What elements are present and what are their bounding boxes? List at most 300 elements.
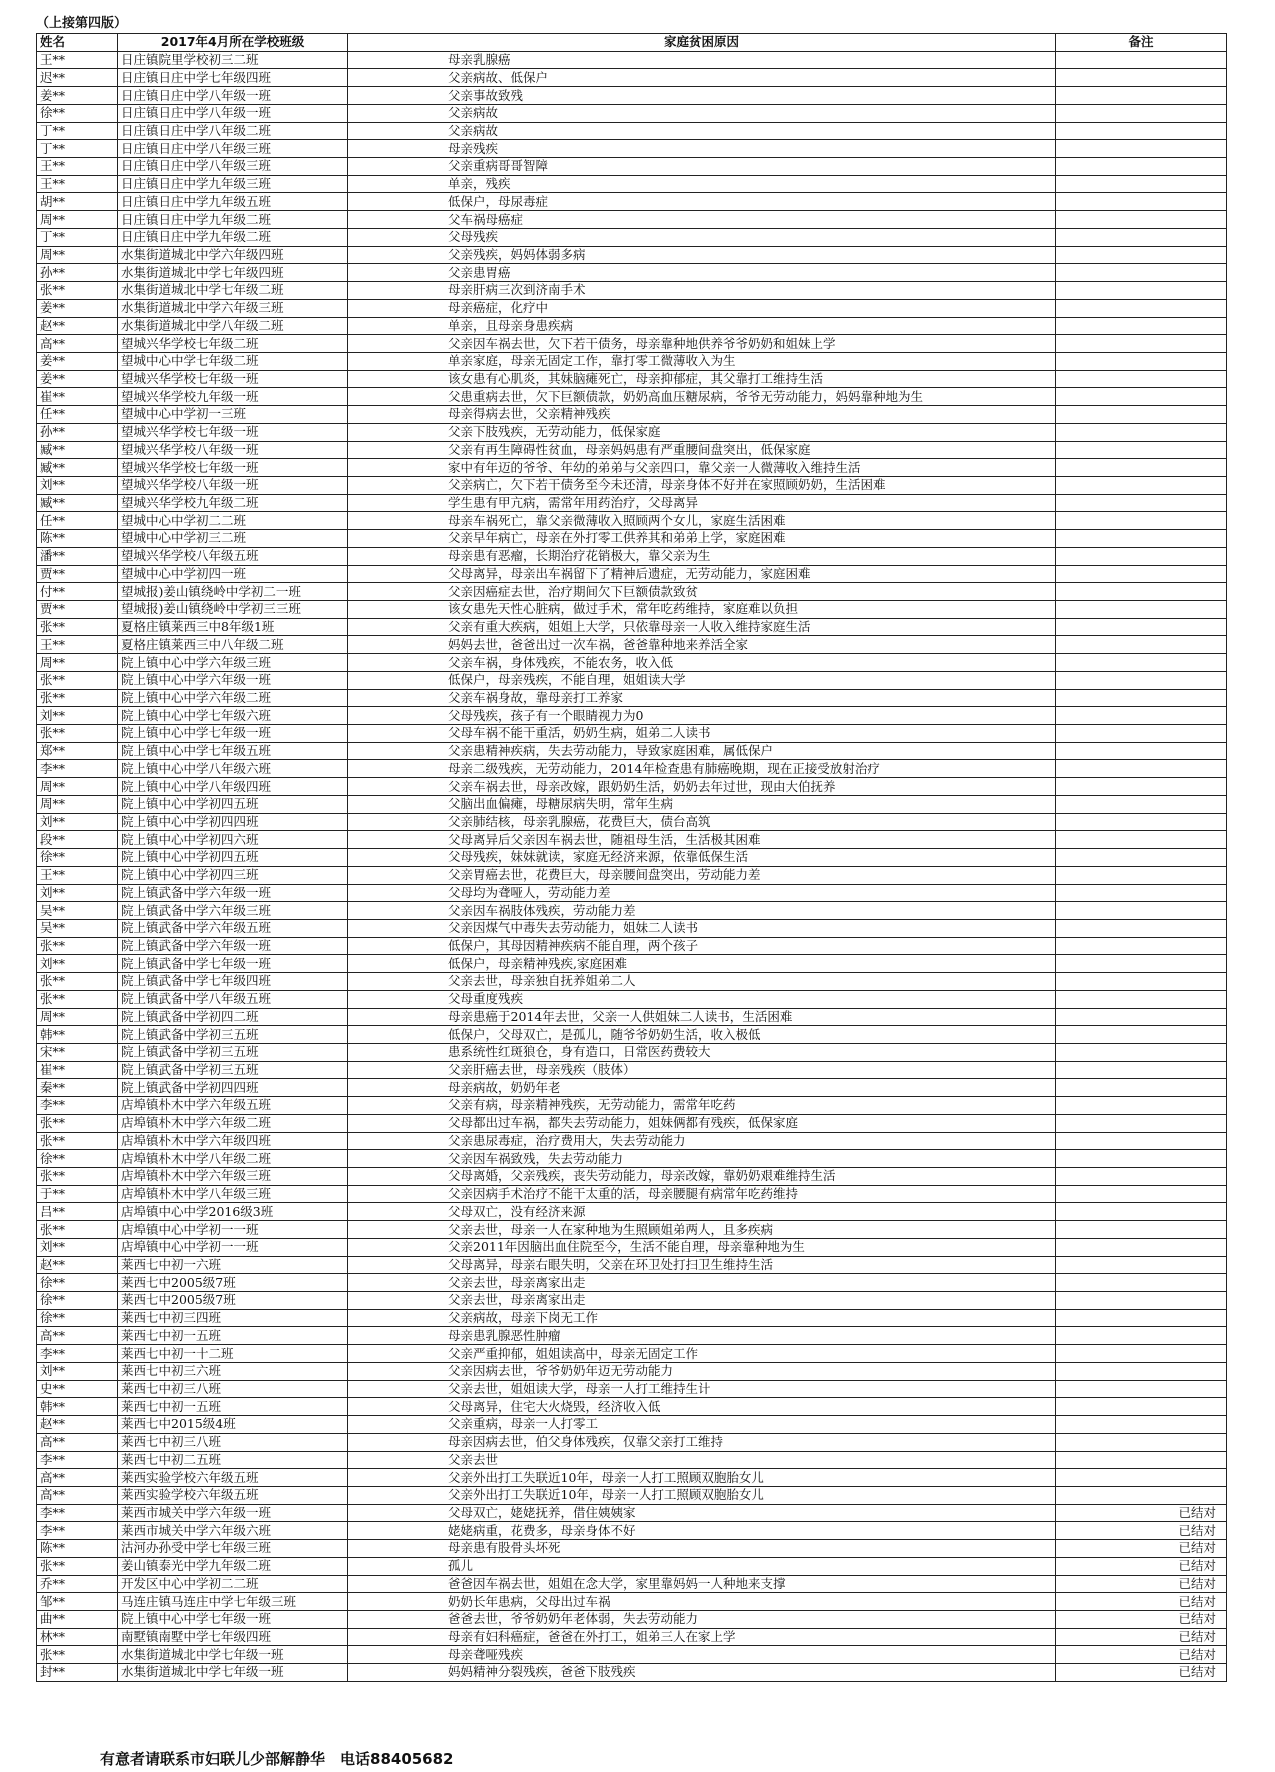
cell-reason: 母亲得病去世，父亲精神残疾 (348, 406, 1056, 424)
cell-note (1056, 1185, 1227, 1203)
cell-school: 院上镇中心中学七年级一班 (118, 725, 348, 743)
table-row (37, 175, 1227, 193)
table-row (37, 317, 1227, 335)
cell-school: 院上镇武备中学初四二班 (118, 1008, 348, 1026)
table-row (37, 1256, 1227, 1274)
table-row (37, 1079, 1227, 1097)
table-row (37, 406, 1227, 424)
cell-note (1056, 282, 1227, 300)
cell-note (1056, 601, 1227, 619)
cell-name: 臧** (37, 459, 118, 477)
cell-note (1056, 1026, 1227, 1044)
table-row (37, 937, 1227, 955)
cell-name: 秦** (37, 1079, 118, 1097)
cell-reason: 家中有年迈的爷爷、年幼的弟弟与父亲四口，靠父亲一人微薄收入维持生活 (348, 459, 1056, 477)
cell-reason: 父亲病故 (348, 104, 1056, 122)
table-row (37, 1345, 1227, 1363)
cell-school: 院上镇武备中学六年级三班 (118, 902, 348, 920)
cell-name: 高** (37, 1469, 118, 1487)
cell-reason: 父亲残疾，妈妈体弱多病 (348, 246, 1056, 264)
cell-note: 已结对 (1056, 1522, 1227, 1540)
table-row (37, 955, 1227, 973)
table-row (37, 423, 1227, 441)
cell-reason: 父母均为聋哑人，劳动能力差 (348, 884, 1056, 902)
cell-name: 张** (37, 1114, 118, 1132)
cell-school: 院上镇中心中学七年级一班 (118, 1610, 348, 1628)
table-row (37, 1043, 1227, 1061)
cell-note (1056, 547, 1227, 565)
cell-school: 莱西七中2005级7班 (118, 1274, 348, 1292)
table-row (37, 1309, 1227, 1327)
table-row (37, 601, 1227, 619)
table-row (37, 352, 1227, 370)
cell-note (1056, 476, 1227, 494)
cell-reason: 父母车祸不能干重活，奶奶生病，姐弟二人读书 (348, 725, 1056, 743)
cell-reason: 该女患先天性心脏病，做过手术，常年吃药维持，家庭难以负担 (348, 601, 1056, 619)
cell-school: 水集街道城北中学七年级一班 (118, 1646, 348, 1664)
cell-name: 林** (37, 1628, 118, 1646)
cell-name: 贾** (37, 601, 118, 619)
cell-school: 院上镇武备中学八年级五班 (118, 990, 348, 1008)
cell-note (1056, 1309, 1227, 1327)
cell-reason: 父亲去世，母亲一人在家种地为生照顾姐弟两人，且多疾病 (348, 1221, 1056, 1239)
cell-school: 南墅镇南墅中学七年级四班 (118, 1628, 348, 1646)
cell-note (1056, 1451, 1227, 1469)
cell-note (1056, 1416, 1227, 1434)
cell-school: 望城报)姜山镇绕岭中学初二一班 (118, 583, 348, 601)
cell-reason: 父患重病去世，欠下巨额债款，奶奶高血压糖尿病，爷爷无劳动能力，妈妈靠种地为生 (348, 388, 1056, 406)
cell-name: 徐** (37, 1274, 118, 1292)
cell-note (1056, 1168, 1227, 1186)
cell-reason: 父亲有病，母亲精神残疾，无劳动能力，需常年吃药 (348, 1097, 1056, 1115)
cell-name: 姜** (37, 299, 118, 317)
cell-school: 院上镇中心中学初四三班 (118, 866, 348, 884)
cell-school: 望城报)姜山镇绕岭中学初三三班 (118, 601, 348, 619)
cell-name: 陈** (37, 530, 118, 548)
cell-reason: 父亲有重大疾病，姐姐上大学，只依靠母亲一人收入维持家庭生活 (348, 618, 1056, 636)
cell-note: 已结对 (1056, 1557, 1227, 1575)
cell-name: 高** (37, 1327, 118, 1345)
cell-name: 周** (37, 246, 118, 264)
cell-reason: 父亲车祸去世，母亲改嫁，跟奶奶生活，奶奶去年过世，现由大伯抚养 (348, 778, 1056, 796)
cell-name: 韩** (37, 1026, 118, 1044)
table-row (37, 636, 1227, 654)
table-row (37, 299, 1227, 317)
cell-reason: 母亲乳腺癌 (348, 51, 1056, 69)
table-row (37, 1150, 1227, 1168)
cell-name: 徐** (37, 1309, 118, 1327)
cell-reason: 父母残疾 (348, 228, 1056, 246)
table-row (37, 193, 1227, 211)
cell-note (1056, 388, 1227, 406)
cell-reason: 父母残疾，妹妹就读，家庭无经济来源，依靠低保生活 (348, 849, 1056, 867)
cell-note (1056, 725, 1227, 743)
cell-reason: 爸爸去世，爷爷奶奶年老体弱，失去劳动能力 (348, 1610, 1056, 1628)
cell-name: 周** (37, 1008, 118, 1026)
table-row (37, 1114, 1227, 1132)
cell-note (1056, 902, 1227, 920)
cell-name: 刘** (37, 1238, 118, 1256)
cell-name: 孙** (37, 423, 118, 441)
cell-school: 院上镇武备中学初三五班 (118, 1043, 348, 1061)
cell-note (1056, 1043, 1227, 1061)
cell-note (1056, 1327, 1227, 1345)
table-row (37, 742, 1227, 760)
cell-note (1056, 866, 1227, 884)
table-row (37, 1026, 1227, 1044)
cell-name: 崔** (37, 1061, 118, 1079)
cell-name: 刘** (37, 884, 118, 902)
cell-school: 望城中心中学七年级二班 (118, 352, 348, 370)
cell-note (1056, 760, 1227, 778)
cell-name: 吴** (37, 919, 118, 937)
cell-school: 望城中心中学初三二班 (118, 530, 348, 548)
cell-name: 张** (37, 1168, 118, 1186)
cell-reason: 单亲家庭，母亲无固定工作，靠打零工微薄收入为生 (348, 352, 1056, 370)
cell-school: 莱西市城关中学六年级一班 (118, 1504, 348, 1522)
cell-name: 刘** (37, 1362, 118, 1380)
cell-name: 丁** (37, 228, 118, 246)
cell-note (1056, 778, 1227, 796)
cell-reason: 母亲患癌于2014年去世，父亲一人供姐妹二人读书，生活困难 (348, 1008, 1056, 1026)
cell-note (1056, 51, 1227, 69)
cell-school: 日庄镇日庄中学九年级五班 (118, 193, 348, 211)
table-row (37, 87, 1227, 105)
cell-school: 院上镇中心中学七年级五班 (118, 742, 348, 760)
cell-note (1056, 707, 1227, 725)
cell-note (1056, 459, 1227, 477)
cell-name: 张** (37, 725, 118, 743)
cell-reason: 父脑出血偏瘫，母糖尿病失明，常年生病 (348, 795, 1056, 813)
cell-name: 姜** (37, 352, 118, 370)
cell-school: 望城兴华学校八年级一班 (118, 476, 348, 494)
cell-name: 丁** (37, 122, 118, 140)
cell-note (1056, 1398, 1227, 1416)
table-row (37, 1168, 1227, 1186)
cell-name: 吕** (37, 1203, 118, 1221)
cell-reason: 姥姥病重，花费多，母亲身体不好 (348, 1522, 1056, 1540)
cell-reason: 父亲患胃癌 (348, 264, 1056, 282)
cell-note (1056, 1061, 1227, 1079)
cell-note (1056, 1150, 1227, 1168)
cell-name: 周** (37, 211, 118, 229)
cell-reason: 父亲病故，母亲下岗无工作 (348, 1309, 1056, 1327)
cell-reason: 妈妈精神分裂残疾，爸爸下肢残疾 (348, 1664, 1056, 1682)
table-row (37, 1451, 1227, 1469)
cell-note (1056, 246, 1227, 264)
header-name: 姓名 (37, 34, 118, 52)
cell-school: 水集街道城北中学七年级一班 (118, 1664, 348, 1682)
table-row (37, 1362, 1227, 1380)
table-row (37, 335, 1227, 353)
cell-school: 店埠镇中心中学2016级3班 (118, 1203, 348, 1221)
cell-name: 郑** (37, 742, 118, 760)
cell-name: 李** (37, 1345, 118, 1363)
cell-school: 店埠镇中心中学初一一班 (118, 1221, 348, 1239)
cell-note: 已结对 (1056, 1664, 1227, 1682)
cell-note (1056, 512, 1227, 530)
cell-note (1056, 122, 1227, 140)
cell-name: 徐** (37, 104, 118, 122)
table-row (37, 707, 1227, 725)
cell-name: 刘** (37, 813, 118, 831)
cell-school: 日庄镇日庄中学八年级二班 (118, 122, 348, 140)
cell-name: 周** (37, 778, 118, 796)
cell-school: 日庄镇日庄中学八年级一班 (118, 104, 348, 122)
table-row (37, 158, 1227, 176)
cell-note (1056, 565, 1227, 583)
cell-reason: 低保户，母亲精神残疾,家庭困难 (348, 955, 1056, 973)
cell-name: 王** (37, 51, 118, 69)
cell-reason: 父亲去世，母亲离家出走 (348, 1292, 1056, 1310)
cell-reason: 父亲外出打工失联近10年，母亲一人打工照顾双胞胎女儿 (348, 1469, 1056, 1487)
cell-note: 已结对 (1056, 1575, 1227, 1593)
cell-name: 姜** (37, 87, 118, 105)
table-row (37, 654, 1227, 672)
table-row (37, 583, 1227, 601)
cell-school: 马连庄镇马连庄中学七年级三班 (118, 1593, 348, 1611)
cell-reason: 母亲车祸死亡，靠父亲微薄收入照顾两个女儿，家庭生活困难 (348, 512, 1056, 530)
cell-name: 徐** (37, 1150, 118, 1168)
cell-school: 店埠镇朴木中学八年级三班 (118, 1185, 348, 1203)
cell-name: 张** (37, 1646, 118, 1664)
cell-reason: 父亲去世，母亲独自抚养姐弟二人 (348, 973, 1056, 991)
cell-note (1056, 228, 1227, 246)
cell-name: 贾** (37, 565, 118, 583)
cell-name: 付** (37, 583, 118, 601)
table-row (37, 1522, 1227, 1540)
cell-school: 望城中心中学初一三班 (118, 406, 348, 424)
cell-note (1056, 423, 1227, 441)
table-row (37, 1238, 1227, 1256)
cell-note: 已结对 (1056, 1646, 1227, 1664)
cell-name: 周** (37, 654, 118, 672)
table-row (37, 1398, 1227, 1416)
cell-reason: 孤儿 (348, 1557, 1056, 1575)
cell-reason: 父车祸母癌症 (348, 211, 1056, 229)
cell-name: 任** (37, 512, 118, 530)
cell-note (1056, 299, 1227, 317)
cell-school: 莱西七中初一十二班 (118, 1345, 348, 1363)
cell-school: 院上镇武备中学六年级一班 (118, 884, 348, 902)
table-row (37, 282, 1227, 300)
cell-name: 王** (37, 636, 118, 654)
cell-reason: 父亲2011年因脑出血住院至今，生活不能自理，母亲靠种地为生 (348, 1238, 1056, 1256)
cell-name: 王** (37, 866, 118, 884)
cell-reason: 母亲有妇科癌症，爸爸在外打工，姐弟三人在家上学 (348, 1628, 1056, 1646)
table-row (37, 1097, 1227, 1115)
cell-note (1056, 654, 1227, 672)
table-row (37, 1469, 1227, 1487)
table-row (37, 1203, 1227, 1221)
cell-name: 刘** (37, 476, 118, 494)
table-row (37, 1593, 1227, 1611)
cell-name: 徐** (37, 1292, 118, 1310)
cell-note (1056, 671, 1227, 689)
table-header-row (37, 34, 1227, 52)
table-row (37, 884, 1227, 902)
table-row (37, 140, 1227, 158)
cell-reason: 父亲病故、低保户 (348, 69, 1056, 87)
cell-school: 水集街道城北中学六年级三班 (118, 299, 348, 317)
table-row (37, 671, 1227, 689)
cell-reason: 父亲重病，母亲一人打零工 (348, 1416, 1056, 1434)
cell-reason: 母亲二级残疾，无劳动能力，2014年检查患有肺癌晚期，现在正接受放射治疗 (348, 760, 1056, 778)
cell-note (1056, 104, 1227, 122)
cell-note (1056, 158, 1227, 176)
table-row (37, 69, 1227, 87)
table-row (37, 990, 1227, 1008)
cell-school: 日庄镇日庄中学八年级一班 (118, 87, 348, 105)
cell-school: 莱西七中初三四班 (118, 1309, 348, 1327)
cell-note (1056, 370, 1227, 388)
table-row (37, 1416, 1227, 1434)
table-row (37, 211, 1227, 229)
cell-reason: 父亲有再生障碍性贫血，母亲妈妈患有严重腰间盘突出，低保家庭 (348, 441, 1056, 459)
cell-school: 院上镇中心中学初四四班 (118, 813, 348, 831)
cell-note: 已结对 (1056, 1593, 1227, 1611)
cell-note (1056, 831, 1227, 849)
table-row (37, 1433, 1227, 1451)
cell-name: 邹** (37, 1593, 118, 1611)
cell-note (1056, 742, 1227, 760)
cell-name: 李** (37, 1097, 118, 1115)
table-row (37, 565, 1227, 583)
cell-school: 院上镇武备中学七年级一班 (118, 955, 348, 973)
cell-reason: 父母离异，母亲出车祸留下了精神后遗症，无劳动能力，家庭困难 (348, 565, 1056, 583)
cell-name: 乔** (37, 1575, 118, 1593)
cell-name: 于** (37, 1185, 118, 1203)
cell-school: 水集街道城北中学八年级二班 (118, 317, 348, 335)
cell-note: 已结对 (1056, 1540, 1227, 1558)
cell-note (1056, 69, 1227, 87)
cell-school: 开发区中心中学初二二班 (118, 1575, 348, 1593)
cell-note (1056, 884, 1227, 902)
cell-reason: 父亲病故 (348, 122, 1056, 140)
cell-school: 日庄镇日庄中学九年级二班 (118, 228, 348, 246)
cell-reason: 父母双亡，姥姥抚养，借住姨姨家 (348, 1504, 1056, 1522)
cell-name: 孙** (37, 264, 118, 282)
cell-school: 莱西实验学校六年级五班 (118, 1486, 348, 1504)
cell-note (1056, 1238, 1227, 1256)
cell-school: 沽河办孙受中学七年级三班 (118, 1540, 348, 1558)
cell-name: 刘** (37, 955, 118, 973)
cell-note: 已结对 (1056, 1610, 1227, 1628)
cell-reason: 父母残疾，孩子有一个眼睛视力为0 (348, 707, 1056, 725)
cell-school: 院上镇中心中学八年级四班 (118, 778, 348, 796)
cell-note (1056, 919, 1227, 937)
cell-school: 店埠镇朴木中学六年级二班 (118, 1114, 348, 1132)
cell-reason: 父亲下肢残疾，无劳动能力，低保家庭 (348, 423, 1056, 441)
cell-name: 韩** (37, 1398, 118, 1416)
table-row (37, 689, 1227, 707)
cell-school: 店埠镇朴木中学六年级五班 (118, 1097, 348, 1115)
cell-school: 店埠镇朴木中学六年级三班 (118, 1168, 348, 1186)
cell-note (1056, 317, 1227, 335)
cell-reason: 学生患有甲亢病，需常年用药治疗，父母离异 (348, 494, 1056, 512)
cell-school: 莱西七中初二五班 (118, 1451, 348, 1469)
cell-reason: 父亲事故致残 (348, 87, 1056, 105)
cell-school: 望城兴华学校七年级一班 (118, 459, 348, 477)
cell-name: 徐** (37, 849, 118, 867)
table-row (37, 370, 1227, 388)
cell-reason: 单亲，且母亲身患疾病 (348, 317, 1056, 335)
table-row (37, 919, 1227, 937)
table-row (37, 1486, 1227, 1504)
header-note: 备注 (1056, 34, 1227, 52)
table-row (37, 1221, 1227, 1239)
cell-note (1056, 1274, 1227, 1292)
cell-reason: 父亲肺结核，母亲乳腺癌，花费巨大，债台高筑 (348, 813, 1056, 831)
cell-reason: 母亲患有股骨头坏死 (348, 1540, 1056, 1558)
cell-reason: 父亲因车祸肢体残疾，劳动能力差 (348, 902, 1056, 920)
cell-note (1056, 530, 1227, 548)
cell-reason: 父亲因车祸致残，失去劳动能力 (348, 1150, 1056, 1168)
cell-name: 胡** (37, 193, 118, 211)
table-row (37, 1061, 1227, 1079)
cell-note (1056, 1097, 1227, 1115)
cell-school: 院上镇中心中学八年级六班 (118, 760, 348, 778)
cell-name: 张** (37, 1557, 118, 1575)
cell-name: 赵** (37, 1416, 118, 1434)
cell-reason: 母亲因病去世，伯父身体残疾，仅靠父亲打工维持 (348, 1433, 1056, 1451)
table-row (37, 849, 1227, 867)
table-row (37, 51, 1227, 69)
cell-reason: 父亲车祸，身体残疾，不能农务，收入低 (348, 654, 1056, 672)
cell-note (1056, 494, 1227, 512)
cell-name: 崔** (37, 388, 118, 406)
cell-reason: 父亲患尿毒症，治疗费用大，失去劳动能力 (348, 1132, 1056, 1150)
table-row (37, 1575, 1227, 1593)
cell-reason: 爸爸因车祸去世，姐姐在念大学，家里靠妈妈一人种地来支撑 (348, 1575, 1056, 1593)
table-body (37, 51, 1227, 1681)
cell-reason: 父亲外出打工失联近10年，母亲一人打工照顾双胞胎女儿 (348, 1486, 1056, 1504)
cell-name: 曲** (37, 1610, 118, 1628)
cell-note (1056, 193, 1227, 211)
cell-reason: 母亲癌症，化疗中 (348, 299, 1056, 317)
cell-school: 夏格庄镇莱西三中八年级二班 (118, 636, 348, 654)
cell-name: 宋** (37, 1043, 118, 1061)
cell-reason: 母亲患有恶瘤，长期治疗花销极大，靠父亲为生 (348, 547, 1056, 565)
cell-note (1056, 973, 1227, 991)
cell-note (1056, 583, 1227, 601)
cell-name: 张** (37, 1132, 118, 1150)
cell-note (1056, 87, 1227, 105)
table-row (37, 795, 1227, 813)
cell-school: 莱西七中初一五班 (118, 1398, 348, 1416)
cell-note (1056, 1486, 1227, 1504)
table-row (37, 122, 1227, 140)
cell-note (1056, 1008, 1227, 1026)
table-row (37, 246, 1227, 264)
table-row (37, 778, 1227, 796)
cell-name: 王** (37, 175, 118, 193)
cell-reason: 父母重度残疾 (348, 990, 1056, 1008)
cell-note (1056, 441, 1227, 459)
table-row (37, 1664, 1227, 1682)
table-row (37, 1646, 1227, 1664)
cell-reason: 父亲因病去世，爷爷奶奶年迈无劳动能力 (348, 1362, 1056, 1380)
table-row (37, 494, 1227, 512)
cell-note (1056, 1132, 1227, 1150)
cell-reason: 低保户，母尿毒症 (348, 193, 1056, 211)
cell-school: 望城中心中学初二二班 (118, 512, 348, 530)
cell-reason: 母亲肝病三次到济南手术 (348, 282, 1056, 300)
table-row (37, 459, 1227, 477)
cell-name: 高** (37, 1433, 118, 1451)
cell-school: 莱西七中初三六班 (118, 1362, 348, 1380)
cell-school: 院上镇武备中学初三五班 (118, 1026, 348, 1044)
